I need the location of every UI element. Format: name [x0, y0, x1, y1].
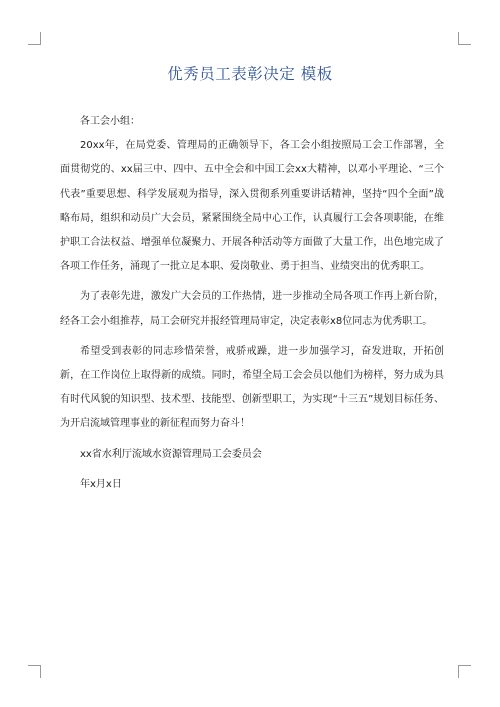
document-title: 优秀员工表彰决定 模板 — [167, 65, 333, 83]
crop-mark-top-left — [28, 32, 41, 45]
signature: xx省水利厅流域水资源管理局工会委员会 — [80, 448, 262, 460]
crop-mark-bottom-right — [458, 665, 471, 678]
paragraph-2: 为了表彰先进，激发广大会员的工作热情，进一步推动全局各项工作再上新台阶，经各工会小组推荐，局工会研究并报经管理局审定，决定表彰x8位同志为优秀职工。 — [60, 291, 444, 327]
crop-mark-top-right — [458, 32, 471, 45]
salutation: 各工会小组： — [80, 116, 140, 127]
paragraph-3: 希望受到表彰的同志珍惜荣誉，戒骄戒躁，进一步加强学习，奋发进取，开拓创新，在工作岗位上取得新的成绩。同时，希望全局工会会员以他们为榜样，努力成为具有时代风貌的知识型、技术型、技能型、创新型职工，为实现“十三五”规划目标任务、为开启流域管理事业的新征程而努力奋斗！ — [60, 345, 444, 430]
crop-mark-bottom-left — [28, 665, 41, 678]
document-date: 年x月x日 — [80, 478, 122, 490]
paragraph-1: 20xx年，在局党委、管理局的正确领导下，各工会小组按照局工会工作部署，全面贯彻党的、xx届三中、四中、五中全会和中国工会xx大精神，以邓小平理论、“三个代表”重要思想、科学发展观为指导，深入贯彻系列重要讲话精神，坚持“四个全面”战略布局，组织和动员广大会员，紧紧围绕全局中心工作，认真履行工会各项职能，在维护职工合法权益、增强单位凝聚力、开展各种活动等方面做了大量工作，出色地完成了各项工作任务，涌现了一批立足本职、爱岗敬业、勇于担当、业绩突出的优秀职工。 — [60, 140, 444, 273]
document-body — [60, 110, 444, 497]
